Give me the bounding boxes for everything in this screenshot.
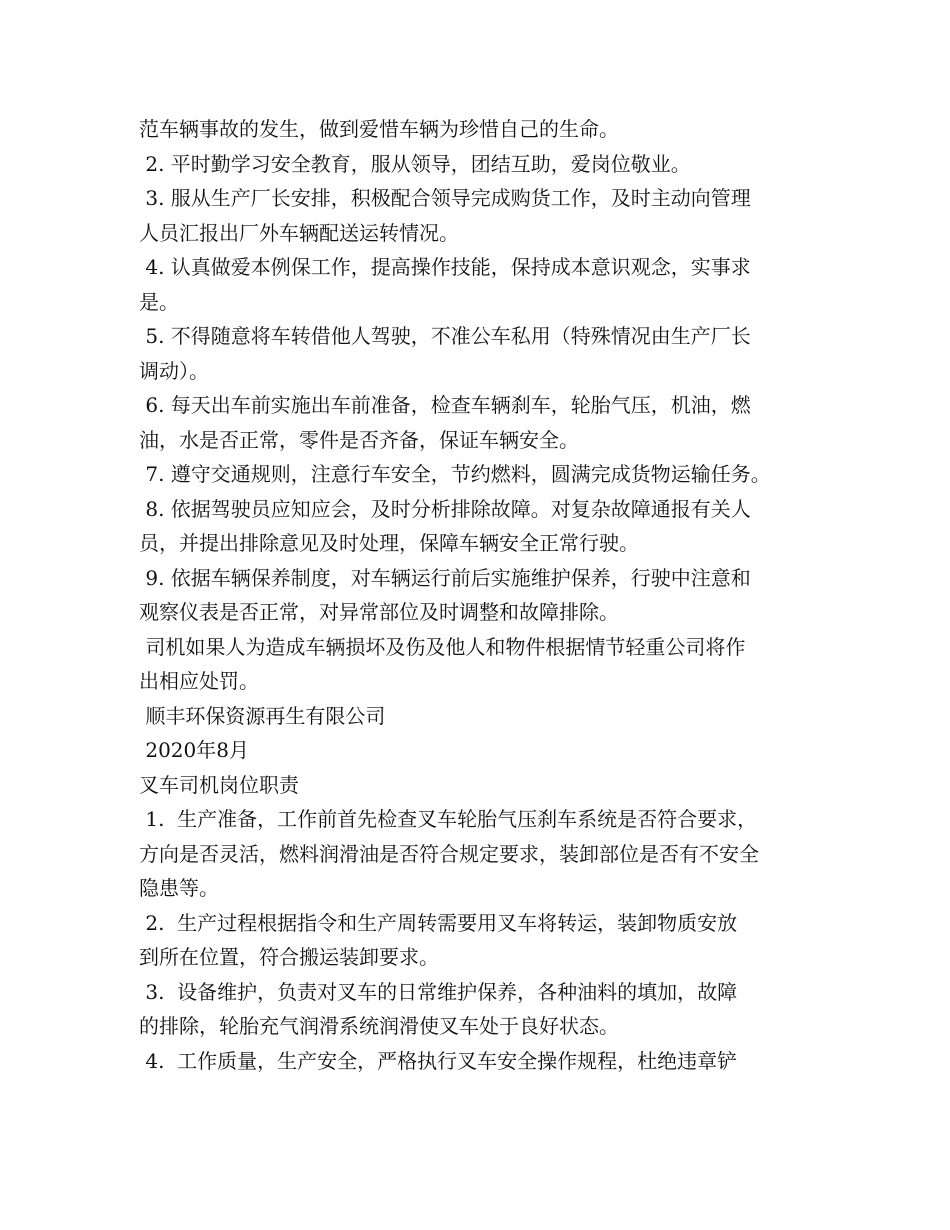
text-line: 7. 遵守交通规则，注意行车安全，节约燃料，圆满完成货物运输任务。	[139, 462, 771, 486]
text-line: 4. 工作质量，生产安全，严格执行叉车安全操作规程，杜绝违章铲	[139, 1048, 738, 1073]
text-line: 3. 设备维护，负责对叉车的日常维护保养，各种油料的填加，故障	[139, 979, 738, 1004]
text-line: 是。	[139, 289, 179, 314]
text-line: 8. 依据驾驶员应知应会，及时分析排除故障。对复杂故障通报有关人	[139, 496, 751, 521]
text-line: 司机如果人为造成车辆损坏及伤及他人和物件根据情节轻重公司将作	[139, 634, 746, 659]
text-line: 油，水是否正常，零件是否齐备，保证车辆安全。	[139, 427, 579, 452]
text-line: 到所在位置，符合搬运装卸要求。	[139, 945, 439, 969]
text-line: 9. 依据车辆保养制度，对车辆运行前后实施维护保养，行驶中注意和	[139, 565, 751, 590]
text-line: 人员汇报出厂外车辆配送运转情况。	[139, 220, 459, 245]
text-line: 方向是否灵活，燃料润滑油是否符合规定要求，装卸部位是否有不安全	[139, 841, 759, 866]
text-line: 的排除，轮胎充气润滑系统润滑使叉车处于良好状态。	[139, 1014, 619, 1038]
document-date: 2020年8月	[139, 738, 249, 762]
text-line: 员，并提出排除意见及时处理，保障车辆安全正常行驶。	[139, 531, 639, 555]
text-line: 2. 生产过程根据指令和生产周转需要用叉车将转运，装卸物质安放	[139, 910, 738, 935]
text-line: 3. 服从生产厂长安排，积极配合领导完成购货工作，及时主动向管理	[139, 186, 751, 210]
text-line: 调动）。	[139, 358, 209, 383]
text-line: 隐患等。	[139, 876, 219, 900]
company-name: 顺丰环保资源再生有限公司	[139, 703, 386, 728]
section-heading: 叉车司机岗位职责	[139, 772, 299, 797]
text-line: 范车辆事故的发生，做到爱惜车辆为珍惜自己的生命。	[139, 117, 619, 141]
text-line: 观察仪表是否正常，对异常部位及时调整和故障排除。	[139, 600, 619, 624]
text-line: 5. 不得随意将车转借他人驾驶，不准公车私用（特殊情况由生产厂长	[139, 324, 751, 348]
text-line: 6. 每天出车前实施出车前准备，检查车辆刹车，轮胎气压，机油，燃	[139, 393, 751, 417]
document-body	[139, 112, 829, 1078]
text-line: 4. 认真做爱本例保工作，提高操作技能，保持成本意识观念，实事求	[139, 255, 751, 279]
text-line: 1. 生产准备，工作前首先检查叉车轮胎气压刹车系统是否符合要求，	[139, 807, 758, 831]
text-line: 出相应处罚。	[139, 669, 259, 693]
text-line: 2. 平时勤学习安全教育，服从领导，团结互助，爱岗位敬业。	[139, 151, 691, 176]
